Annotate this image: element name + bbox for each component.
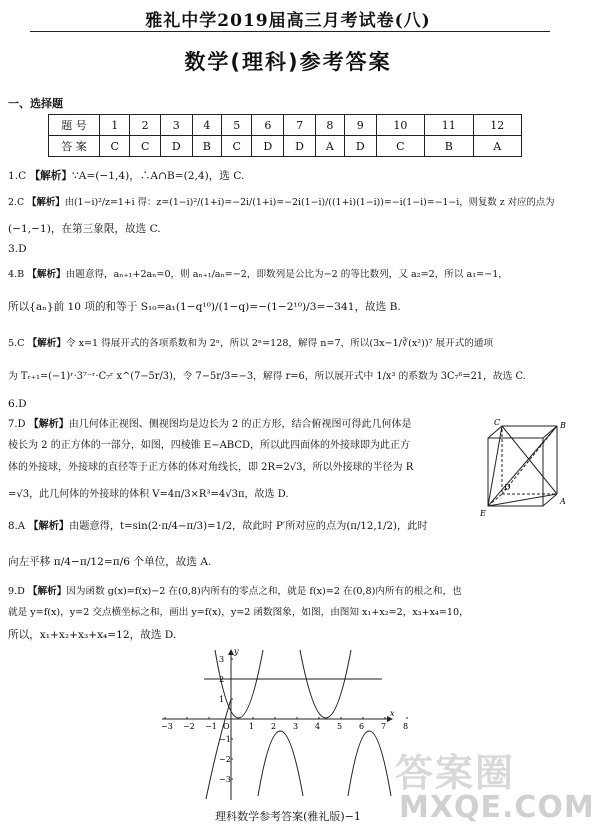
solution-text: 所以，x₁+x₂+x₃+x₄=12，故选 D.	[8, 629, 177, 641]
solution-line	[8, 397, 27, 411]
solution-text: 向左平移 π/4−π/12=π/6 个单位，故选 A.	[8, 556, 212, 568]
solution-text: 为 Tᵣ₊₁=(−1)ʳ·3⁷⁻ʳ·C₇ʳ x^(7−5r/3)，令 7−5r/3=−3，解得 r=6，所以展开式中 1/x³ 的系数为 3C₇⁶=21，故选 C.	[8, 371, 526, 382]
solution-line	[8, 300, 401, 314]
analysis-tag: 【解析】	[28, 521, 70, 532]
solution-text: (−1,−1)，在第三象限，故选 C.	[8, 223, 161, 235]
question-number: 1	[100, 115, 130, 136]
solution-text: ∵A=(−1,4)，∴A∩B=(2,4)，选 C.	[71, 170, 245, 182]
function-graph	[160, 646, 409, 802]
question-number: 12	[473, 115, 521, 136]
question-number: 11	[425, 115, 473, 136]
solution-text: 就是 y=f(x)，y=2 交点横坐标之和，画出 y=f(x)，y=2 函数图象，如图，由图知 x₁+x₂=2，x₃+x₄=10，	[8, 607, 469, 618]
answer-cell: C	[100, 136, 130, 157]
answer-number: 2.C	[8, 197, 25, 208]
answer-number: 1.C	[8, 170, 27, 182]
solution-text: 由几何体正视图、侧视图均是边长为 2 的正方形，结合俯视图可得此几何体是	[68, 419, 412, 430]
x-tick-label: −3	[161, 722, 173, 731]
answer-table	[48, 114, 522, 157]
question-number: 7	[284, 115, 316, 136]
answer-number: 7.D	[8, 419, 26, 430]
answer-number: 8.A	[8, 521, 26, 532]
solution-text: 令 x=1 得展开式的各项系数和为 2ⁿ，所以 2ⁿ=128，解得 n=7，所以(3x−1/∛(x²))⁷ 展开式的通项	[65, 338, 494, 349]
question-number: 5	[222, 115, 252, 136]
question-number: 6	[252, 115, 284, 136]
x-tick-label: 7	[381, 722, 387, 731]
analysis-tag: 【解析】	[29, 170, 72, 182]
header-rule	[30, 31, 550, 32]
row-label-question: 题 号	[49, 115, 100, 136]
solution-line	[8, 268, 508, 282]
solution-text: 所以{aₙ}前 10 项的和等于 S₁₀=a₁(1−q¹⁰)/(1−q)=−(1−2¹⁰)/3=−341，故选 B.	[8, 301, 401, 313]
solution-line	[8, 337, 493, 351]
solution-line	[8, 418, 411, 432]
solution-line	[8, 461, 413, 475]
answer-cell: D	[284, 136, 316, 157]
analysis-tag: 【解析】	[27, 269, 66, 280]
solution-line	[8, 222, 161, 236]
curve-upper-arc-2	[300, 650, 351, 718]
x-tick-label: 1	[249, 722, 255, 731]
question-number: 2	[130, 115, 160, 136]
school-exam-title: 雅礼中学2019届高三月考试卷(八)	[145, 11, 431, 31]
x-axis-label: x	[390, 709, 395, 718]
watermark-logo-text: 答案圈	[395, 751, 516, 795]
question-number: 4	[192, 115, 221, 136]
vertex-label-c: C	[494, 418, 501, 427]
x-tick-label: −1	[205, 722, 217, 731]
solution-text: 棱长为 2 的正方体的一部分，如图，四棱锥 E−ABCD，所以此四面体的外接球即为此正方	[8, 440, 411, 451]
x-tick-label: 3	[293, 722, 299, 731]
analysis-tag: 【解析】	[27, 197, 65, 208]
vertex-label-a: A	[560, 497, 566, 506]
solution-line	[8, 439, 410, 453]
watermark-url: MXQE.COM	[399, 790, 595, 825]
solution-line	[8, 585, 462, 599]
analysis-tag: 【解析】	[28, 419, 69, 430]
question-number: 8	[315, 115, 344, 136]
edge-ea	[488, 494, 557, 506]
answer-key-title: 数学(理科)参考答案	[184, 50, 392, 74]
analysis-tag: 【解析】	[27, 338, 66, 349]
solution-text: 由题意得，t=sin(2·π/4−π/3)=1/2，故此时 P′所对应的点为(π/12,1/2)，此时	[69, 521, 428, 532]
answer-cell: D	[252, 136, 284, 157]
y-tick-label: 1	[219, 695, 225, 704]
question-number: 3	[160, 115, 192, 136]
answer-number: 9.D	[8, 586, 25, 597]
answer-cell: A	[473, 136, 521, 157]
solution-text: 体的外接球，外接球的直径等于正方体的体对角线长，即 2R=2√3，所以外接球的半径为 R	[8, 462, 414, 473]
answer-number: 3.D	[8, 243, 27, 255]
row-label-answer: 答 案	[49, 136, 100, 157]
answer-table-number-row	[49, 115, 522, 136]
y-tick-label: −1	[219, 735, 231, 744]
solution-text: 由(1−i)²/z=1+i 得：z=(1−i)²/(1+i)=−2i/(1+i)=−2i(1−i)/((1+i)(1−i))=−i(1−i)=−1−i，则复数 z 对应的点为	[64, 197, 555, 208]
answer-cell: C	[376, 136, 424, 157]
answer-cell: D	[160, 136, 192, 157]
cube-figure	[478, 416, 572, 520]
curve-lower-arc-2	[348, 731, 391, 796]
answer-number: 6.D	[8, 398, 27, 410]
solution-line	[8, 169, 244, 183]
solution-line	[8, 520, 428, 534]
solution-line	[8, 555, 211, 569]
answer-cell: C	[130, 136, 160, 157]
solution-text: 因为函数 g(x)=f(x)−2 在(0,8)内所有的零点之和，就是 f(x)=2 在(0,8)内所有的根之和，也	[66, 586, 462, 597]
solution-line	[8, 196, 555, 210]
vertex-label-b: B	[560, 421, 566, 430]
solution-line	[8, 606, 469, 620]
answer-cell: D	[344, 136, 376, 157]
answer-cell: B	[425, 136, 473, 157]
answer-cell: A	[315, 136, 344, 157]
y-tick-label: −2	[219, 755, 231, 764]
answer-number: 5.C	[8, 338, 25, 349]
solution-line	[8, 488, 289, 502]
vertex-label-e: E	[480, 509, 486, 518]
section-heading: 一、选择题	[8, 97, 63, 110]
solution-text: 由题意得，aₙ₊₁+2aₙ=0，则 aₙ₊₁/aₙ=−2，即数列是公比为−2 的等比数列，又 a₂=2，所以 a₁=−1，	[65, 269, 508, 280]
curve-left-branch	[206, 699, 231, 799]
solution-text: =√3，此几何体的外接球的体积 V=4π/3×R³=4√3π，故选 D.	[8, 489, 289, 500]
vertex-label-d: D	[504, 483, 511, 492]
y-axis-label: y	[234, 647, 239, 656]
x-tick-label: 5	[337, 722, 343, 731]
x-tick-label: O	[223, 722, 230, 731]
question-number: 9	[344, 115, 376, 136]
x-tick-label: 2	[271, 722, 277, 731]
answer-table-answer-row	[49, 136, 522, 157]
solution-line	[8, 242, 27, 256]
curve-lower-arc-1	[258, 731, 303, 796]
x-tick-label: 6	[359, 722, 365, 731]
page-footer: 理科数学参考答案(雅礼版)−1	[215, 810, 361, 823]
solution-line	[8, 628, 176, 642]
question-number: 10	[376, 115, 424, 136]
answer-number: 4.B	[8, 269, 25, 280]
y-tick-label: 2	[219, 675, 225, 684]
x-tick-label: 8	[403, 722, 409, 731]
x-tick-label: −2	[183, 722, 195, 731]
y-tick-label: −3	[219, 775, 231, 784]
answer-cell: B	[192, 136, 221, 157]
y-tick-label: 3	[219, 655, 225, 664]
solution-line	[8, 370, 526, 384]
answer-cell: C	[222, 136, 252, 157]
x-tick-label: 4	[315, 722, 321, 731]
analysis-tag: 【解析】	[27, 586, 67, 597]
